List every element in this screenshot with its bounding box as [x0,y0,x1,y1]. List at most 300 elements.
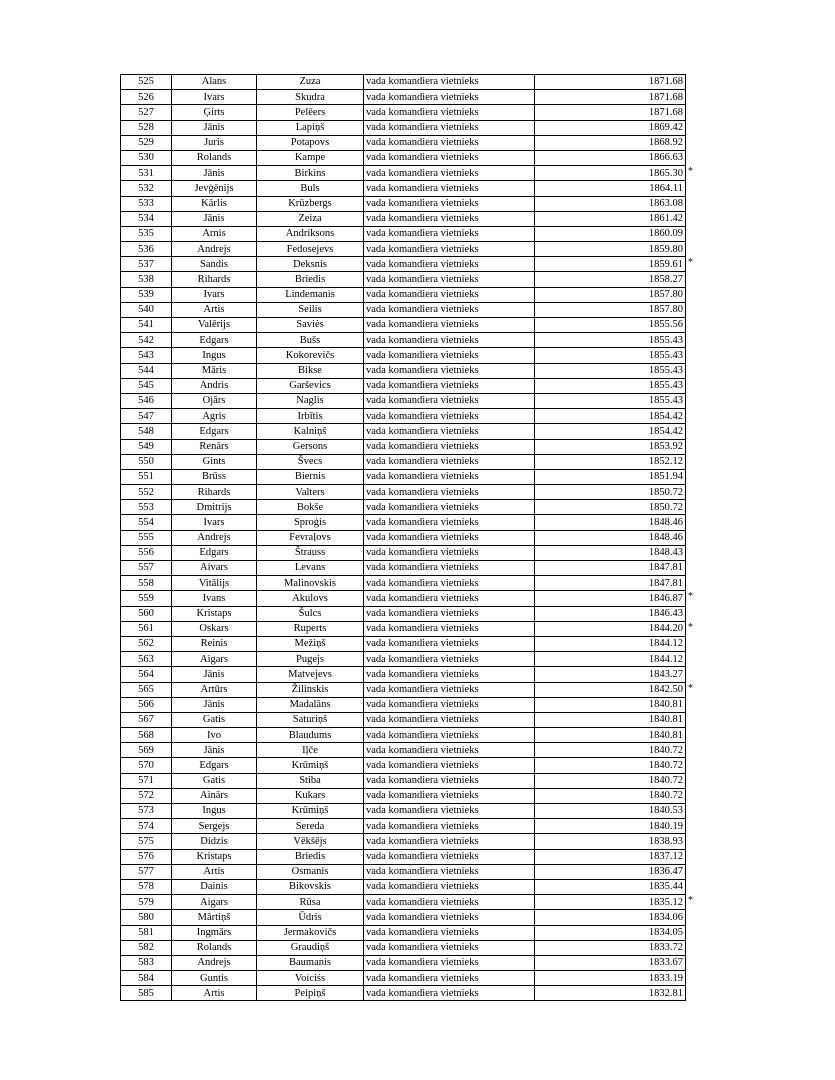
last-name-cell: Potapovs [257,135,364,150]
last-name-cell: Stiba [257,773,364,788]
rank-cell: 573 [121,804,172,819]
score-cell: 1833.19 [535,971,686,986]
rank-cell: 559 [121,591,172,606]
position-cell: vada komandiera vietnieks [364,955,535,970]
rank-cell: 582 [121,940,172,955]
position-cell: vada komandiera vietnieks [364,135,535,150]
score-cell: 1848.43 [535,545,686,560]
score-cell: 1840.72 [535,758,686,773]
position-cell: vada komandiera vietnieks [364,621,535,636]
position-cell: vada komandiera vietnieks [364,105,535,120]
position-cell: vada komandiera vietnieks [364,196,535,211]
rank-cell: 563 [121,652,172,667]
position-cell: vada komandiera vietnieks [364,697,535,712]
rank-cell: 562 [121,636,172,651]
rank-cell: 532 [121,181,172,196]
position-cell: vada komandiera vietnieks [364,910,535,925]
asterisk-mark: * [688,621,693,633]
table-row [121,940,686,955]
rank-cell: 581 [121,925,172,940]
position-cell: vada komandiera vietnieks [364,743,535,758]
position-cell: vada komandiera vietnieks [364,667,535,682]
first-name-cell: Valērijs [172,318,257,333]
rank-cell: 557 [121,561,172,576]
position-cell: vada komandiera vietnieks [364,606,535,621]
table-row [121,272,686,287]
asterisk-mark: * [688,257,693,269]
first-name-cell: Juris [172,135,257,150]
table-row [121,424,686,439]
table-row [121,500,686,515]
rank-cell: 585 [121,986,172,1001]
table-row [121,864,686,879]
table-row [121,135,686,150]
rank-cell: 564 [121,667,172,682]
last-name-cell: Kalniņš [257,424,364,439]
score-cell: 1859.61 * [535,257,686,272]
table-row [121,591,686,606]
position-cell: vada komandiera vietnieks [364,257,535,272]
rank-cell: 548 [121,424,172,439]
last-name-cell: Ruperts [257,621,364,636]
rank-cell: 571 [121,773,172,788]
first-name-cell: Renārs [172,439,257,454]
rank-cell: 552 [121,485,172,500]
asterisk-mark: * [688,166,693,178]
rank-cell: 576 [121,849,172,864]
rank-cell: 553 [121,500,172,515]
rank-cell: 538 [121,272,172,287]
first-name-cell: Kārlis [172,196,257,211]
first-name-cell: Andris [172,378,257,393]
score-cell: 1844.12 [535,652,686,667]
table-row [121,348,686,363]
table-row [121,819,686,834]
position-cell: vada komandiera vietnieks [364,986,535,1001]
position-cell: vada komandiera vietnieks [364,940,535,955]
table-row [121,242,686,257]
first-name-cell: Ģirts [172,105,257,120]
rank-cell: 578 [121,879,172,894]
first-name-cell: Alans [172,75,257,90]
last-name-cell: Briedis [257,849,364,864]
score-cell: 1871.68 [535,90,686,105]
position-cell: vada komandiera vietnieks [364,530,535,545]
first-name-cell: Artis [172,986,257,1001]
position-cell: vada komandiera vietnieks [364,545,535,560]
table-row [121,378,686,393]
last-name-cell: Šulcs [257,606,364,621]
rank-cell: 556 [121,545,172,560]
rank-cell: 570 [121,758,172,773]
position-cell: vada komandiera vietnieks [364,788,535,803]
first-name-cell: Ojārs [172,393,257,408]
score-cell: 1846.43 [535,606,686,621]
score-cell: 1854.42 [535,424,686,439]
last-name-cell: Žilinskis [257,682,364,697]
rank-cell: 528 [121,120,172,135]
score-cell: 1855.43 [535,333,686,348]
first-name-cell: Jānis [172,743,257,758]
score-cell: 1836.47 [535,864,686,879]
score-cell: 1857.80 [535,287,686,302]
table-row [121,287,686,302]
first-name-cell: Ivars [172,90,257,105]
position-cell: vada komandiera vietnieks [364,728,535,743]
score-cell: 1833.67 [535,955,686,970]
table-row [121,439,686,454]
position-cell: vada komandiera vietnieks [364,864,535,879]
first-name-cell: Rolands [172,940,257,955]
position-cell: vada komandiera vietnieks [364,515,535,530]
rank-cell: 550 [121,454,172,469]
rank-cell: 577 [121,864,172,879]
score-cell: 1840.81 [535,728,686,743]
last-name-cell: Kukars [257,788,364,803]
first-name-cell: Reinis [172,636,257,651]
score-cell: 1840.81 [535,697,686,712]
table-row [121,333,686,348]
rank-cell: 544 [121,363,172,378]
table-row [121,75,686,90]
first-name-cell: Sergejs [172,819,257,834]
score-cell: 1854.42 [535,409,686,424]
table-row [121,682,686,697]
table-row [121,409,686,424]
last-name-cell: Irbītis [257,409,364,424]
table-row [121,576,686,591]
score-cell: 1863.08 [535,196,686,211]
position-cell: vada komandiera vietnieks [364,804,535,819]
rank-cell: 568 [121,728,172,743]
table-row [121,758,686,773]
score-cell: 1859.80 [535,242,686,257]
last-name-cell: Birkins [257,166,364,181]
last-name-cell: Zuza [257,75,364,90]
position-cell: vada komandiera vietnieks [364,242,535,257]
rank-cell: 551 [121,469,172,484]
score-cell: 1869.42 [535,120,686,135]
position-cell: vada komandiera vietnieks [364,469,535,484]
last-name-cell: Osmanis [257,864,364,879]
score-cell: 1855.43 [535,378,686,393]
first-name-cell: Sandis [172,257,257,272]
last-name-cell: Krūmiņš [257,758,364,773]
table-row [121,910,686,925]
last-name-cell: Baumanis [257,955,364,970]
rank-cell: 547 [121,409,172,424]
rank-cell: 572 [121,788,172,803]
first-name-cell: Edgars [172,424,257,439]
position-cell: vada komandiera vietnieks [364,90,535,105]
first-name-cell: Ivars [172,287,257,302]
rank-cell: 534 [121,211,172,226]
position-cell: vada komandiera vietnieks [364,895,535,910]
position-cell: vada komandiera vietnieks [364,712,535,727]
last-name-cell: Andriksons [257,226,364,241]
score-cell: 1847.81 [535,576,686,591]
table-row [121,834,686,849]
first-name-cell: Dmitrijs [172,500,257,515]
score-cell: 1852.12 [535,454,686,469]
score-cell: 1834.05 [535,925,686,940]
position-cell: vada komandiera vietnieks [364,302,535,317]
last-name-cell: Sproģis [257,515,364,530]
rank-cell: 566 [121,697,172,712]
last-name-cell: Garševics [257,378,364,393]
position-cell: vada komandiera vietnieks [364,576,535,591]
last-name-cell: Fevraļovs [257,530,364,545]
position-cell: vada komandiera vietnieks [364,226,535,241]
position-cell: vada komandiera vietnieks [364,181,535,196]
rank-cell: 584 [121,971,172,986]
position-cell: vada komandiera vietnieks [364,211,535,226]
last-name-cell: Bokše [257,500,364,515]
first-name-cell: Andrejs [172,530,257,545]
first-name-cell: Jānis [172,211,257,226]
ranking-table [120,74,693,1001]
score-cell: 1857.80 [535,302,686,317]
rank-cell: 554 [121,515,172,530]
last-name-cell: Pugejs [257,652,364,667]
last-name-cell: Vēkšējs [257,834,364,849]
position-cell: vada komandiera vietnieks [364,636,535,651]
rank-cell: 560 [121,606,172,621]
position-cell: vada komandiera vietnieks [364,363,535,378]
first-name-cell: Artūrs [172,682,257,697]
position-cell: vada komandiera vietnieks [364,120,535,135]
table-row [121,743,686,758]
last-name-cell: Graudiņš [257,940,364,955]
score-cell: 1840.72 [535,743,686,758]
position-cell: vada komandiera vietnieks [364,393,535,408]
rank-cell: 574 [121,819,172,834]
first-name-cell: Rihards [172,485,257,500]
score-cell: 1868.92 [535,135,686,150]
table-row [121,561,686,576]
table-row [121,986,686,1001]
rank-cell: 575 [121,834,172,849]
rank-cell: 561 [121,621,172,636]
table-row [121,196,686,211]
first-name-cell: Jānis [172,166,257,181]
table-row [121,697,686,712]
position-cell: vada komandiera vietnieks [364,378,535,393]
first-name-cell: Gatis [172,712,257,727]
last-name-cell: Madalāns [257,697,364,712]
ranking-table-body [121,75,693,1001]
table-row [121,302,686,317]
first-name-cell: Edgars [172,758,257,773]
table-row [121,788,686,803]
table-row [121,105,686,120]
first-name-cell: Agris [172,409,257,424]
asterisk-mark: * [688,591,693,603]
table-row [121,166,686,181]
last-name-cell: Ūdris [257,910,364,925]
last-name-cell: Krūmiņš [257,804,364,819]
table-row [121,712,686,727]
position-cell: vada komandiera vietnieks [364,682,535,697]
last-name-cell: Krūzbergs [257,196,364,211]
last-name-cell: Saviės [257,318,364,333]
rank-cell: 540 [121,302,172,317]
score-cell: 1840.53 [535,804,686,819]
score-cell: 1858.27 [535,272,686,287]
score-cell: 1840.72 [535,788,686,803]
last-name-cell: Bušs [257,333,364,348]
last-name-cell: Mežiņš [257,636,364,651]
score-cell: 1855.56 [535,318,686,333]
first-name-cell: Andrejs [172,242,257,257]
rank-cell: 545 [121,378,172,393]
position-cell: vada komandiera vietnieks [364,819,535,834]
position-cell: vada komandiera vietnieks [364,591,535,606]
position-cell: vada komandiera vietnieks [364,773,535,788]
first-name-cell: Edgars [172,545,257,560]
score-cell: 1864.11 [535,181,686,196]
first-name-cell: Māris [172,363,257,378]
table-row [121,318,686,333]
last-name-cell: Valters [257,485,364,500]
rank-cell: 565 [121,682,172,697]
rank-cell: 541 [121,318,172,333]
rank-cell: 567 [121,712,172,727]
first-name-cell: Jānis [172,697,257,712]
score-cell: 1850.72 [535,500,686,515]
first-name-cell: Edgars [172,333,257,348]
last-name-cell: Voiciśs [257,971,364,986]
first-name-cell: Brūss [172,469,257,484]
position-cell: vada komandiera vietnieks [364,834,535,849]
last-name-cell: Švecs [257,454,364,469]
last-name-cell: Malinovskis [257,576,364,591]
rank-cell: 549 [121,439,172,454]
score-cell: 1833.72 [535,940,686,955]
score-cell: 1844.12 [535,636,686,651]
table-row [121,606,686,621]
rank-cell: 555 [121,530,172,545]
position-cell: vada komandiera vietnieks [364,925,535,940]
table-row [121,454,686,469]
table-row [121,393,686,408]
last-name-cell: Štrauss [257,545,364,560]
last-name-cell: Seilis [257,302,364,317]
rank-cell: 558 [121,576,172,591]
first-name-cell: Guntis [172,971,257,986]
first-name-cell: Didzis [172,834,257,849]
score-cell: 1832.81 [535,986,686,1001]
score-cell: 1855.43 [535,363,686,378]
table-row [121,120,686,135]
rank-cell: 531 [121,166,172,181]
score-cell: 1834.06 [535,910,686,925]
table-row [121,667,686,682]
rank-cell: 539 [121,287,172,302]
table-row [121,150,686,165]
last-name-cell: Skudra [257,90,364,105]
position-cell: vada komandiera vietnieks [364,879,535,894]
position-cell: vada komandiera vietnieks [364,439,535,454]
table-row [121,895,686,910]
last-name-cell: Kokorevičs [257,348,364,363]
first-name-cell: Andrejs [172,955,257,970]
position-cell: vada komandiera vietnieks [364,318,535,333]
first-name-cell: Kristaps [172,849,257,864]
score-cell: 1847.81 [535,561,686,576]
position-cell: vada komandiera vietnieks [364,758,535,773]
score-cell: 1855.43 [535,348,686,363]
score-cell: 1871.68 [535,75,686,90]
position-cell: vada komandiera vietnieks [364,652,535,667]
score-cell: 1835.12 * [535,895,686,910]
score-cell: 1850.72 [535,485,686,500]
rank-cell: 583 [121,955,172,970]
position-cell: vada komandiera vietnieks [364,166,535,181]
last-name-cell: Biernis [257,469,364,484]
asterisk-mark: * [688,682,693,694]
first-name-cell: Arnis [172,226,257,241]
rank-cell: 536 [121,242,172,257]
first-name-cell: Vitālijs [172,576,257,591]
score-cell: 1840.72 [535,773,686,788]
score-cell: 1842.50 * [535,682,686,697]
score-cell: 1835.44 [535,879,686,894]
last-name-cell: Levans [257,561,364,576]
position-cell: vada komandiera vietnieks [364,348,535,363]
last-name-cell: Blaudums [257,728,364,743]
first-name-cell: Kristaps [172,606,257,621]
table-row [121,257,686,272]
score-cell: 1865.30 * [535,166,686,181]
last-name-cell: Lapiņš [257,120,364,135]
last-name-cell: Deksnis [257,257,364,272]
last-name-cell: Zeiza [257,211,364,226]
score-cell: 1866.63 [535,150,686,165]
last-name-cell: Briedis [257,272,364,287]
first-name-cell: Ivo [172,728,257,743]
position-cell: vada komandiera vietnieks [364,272,535,287]
rank-cell: 537 [121,257,172,272]
table-row [121,181,686,196]
position-cell: vada komandiera vietnieks [364,333,535,348]
first-name-cell: Aivars [172,561,257,576]
first-name-cell: Artis [172,864,257,879]
score-cell: 1855.43 [535,393,686,408]
position-cell: vada komandiera vietnieks [364,75,535,90]
position-cell: vada komandiera vietnieks [364,424,535,439]
last-name-cell: Sereda [257,819,364,834]
table-row [121,530,686,545]
first-name-cell: Aigars [172,652,257,667]
rank-cell: 535 [121,226,172,241]
score-cell: 1861.42 [535,211,686,226]
table-row [121,363,686,378]
table-row [121,925,686,940]
score-cell: 1844.20 * [535,621,686,636]
table-row [121,515,686,530]
table-row [121,804,686,819]
score-cell: 1843.27 [535,667,686,682]
last-name-cell: Jermakovičs [257,925,364,940]
first-name-cell: Artis [172,302,257,317]
first-name-cell: Ingmārs [172,925,257,940]
first-name-cell: Mārtiņš [172,910,257,925]
last-name-cell: Pelēers [257,105,364,120]
score-cell: 1846.87 * [535,591,686,606]
table-row [121,226,686,241]
first-name-cell: Ivans [172,591,257,606]
